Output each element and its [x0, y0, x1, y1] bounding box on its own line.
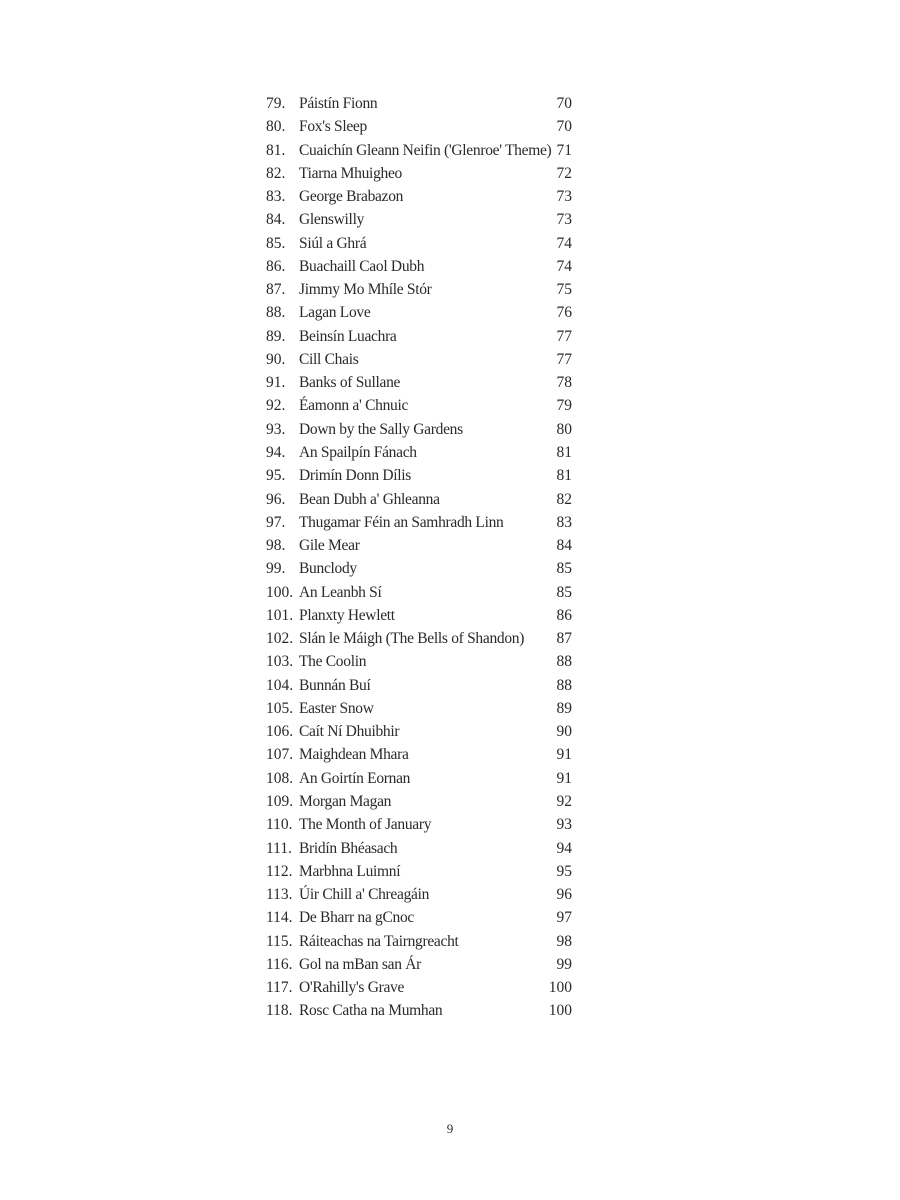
toc-entry-page: 73	[556, 188, 572, 206]
toc-entry-title: Páistín Fionn	[299, 95, 378, 112]
toc-entry-page: 88	[556, 653, 572, 671]
toc-entry-number: 102.	[266, 630, 294, 648]
toc-entry-number: 90.	[266, 350, 286, 368]
toc-entry-number: 108.	[266, 769, 294, 787]
toc-entry	[266, 325, 572, 348]
toc-entry-page: 80	[556, 420, 572, 438]
toc-entry	[266, 348, 572, 371]
toc-entry-page: 87	[556, 630, 572, 648]
toc-entry-number: 105.	[266, 699, 294, 717]
toc-entry-title: Ráiteachas na Tairngreacht	[299, 932, 459, 950]
toc-entry-number: 110.	[266, 816, 293, 834]
toc-entry-page: 92	[556, 792, 572, 810]
toc-entry-number: 83.	[266, 188, 286, 206]
toc-entry	[266, 301, 572, 324]
toc-entry-page: 84	[556, 537, 572, 555]
toc-entry-title: Bean Dubh a' Ghleanna	[299, 490, 440, 508]
toc-entry-number: 89.	[266, 327, 286, 345]
toc-entry-title: Fox's Sleep	[299, 118, 367, 136]
toc-entry	[266, 953, 572, 976]
toc-entry-title: Gile Mear	[299, 537, 360, 555]
toc-entry-number: 97.	[266, 513, 286, 531]
toc-entry-title: Cill Chais	[299, 350, 359, 368]
toc-entry-number: 95.	[266, 467, 286, 485]
toc-entry-page: 79	[556, 397, 572, 415]
toc-entry-page: 77	[556, 350, 572, 368]
toc-entry-title: Marbhna Luimní	[299, 862, 401, 880]
toc-entry-number: 113.	[266, 886, 293, 904]
toc-entry-title: Úir Chill a' Chreagáin	[299, 886, 430, 904]
toc-entry-page: 74	[556, 234, 572, 252]
toc-entry-page: 95	[556, 862, 572, 880]
toc-entry	[266, 92, 572, 115]
toc-entry	[266, 790, 572, 813]
toc-entry-number: 106.	[266, 723, 294, 741]
table-of-contents	[266, 92, 572, 1023]
toc-entry-title: Buachaill Caol Dubh	[299, 257, 425, 275]
toc-entry-title: Rosc Catha na Mumhan	[299, 1002, 443, 1020]
toc-entry-title: O'Rahilly's Grave	[299, 979, 405, 997]
toc-entry-number: 98.	[266, 537, 286, 555]
toc-entry-number: 91.	[266, 374, 286, 392]
toc-entry-number: 115.	[266, 932, 293, 950]
toc-entry-page: 96	[556, 886, 572, 904]
toc-entry-number: 99.	[266, 560, 286, 578]
toc-entry-page: 78	[556, 374, 572, 392]
toc-entry	[266, 232, 572, 255]
toc-entry-title: Jimmy Mo Mhíle Stór	[299, 281, 432, 299]
toc-entry	[266, 720, 572, 743]
toc-entry	[266, 511, 572, 534]
toc-entry	[266, 930, 572, 953]
toc-entry-title: An Spailpín Fánach	[299, 443, 417, 461]
toc-entry-title: Bunclody	[299, 560, 357, 578]
toc-entry-page: 82	[556, 490, 572, 508]
toc-entry	[266, 813, 572, 836]
toc-entry-number: 107.	[266, 746, 294, 764]
toc-entry-title: Morgan Magan	[299, 792, 392, 810]
toc-entry-page: 81	[556, 467, 572, 485]
toc-entry	[266, 255, 572, 278]
toc-entry-title: Planxty Hewlett	[299, 606, 395, 624]
toc-entry	[266, 697, 572, 720]
toc-entry	[266, 860, 572, 883]
toc-entry-title: Glenswilly	[299, 211, 365, 229]
toc-entry	[266, 743, 572, 766]
toc-entry	[266, 767, 572, 790]
toc-entry-page: 73	[556, 211, 572, 229]
toc-entry-page: 86	[556, 606, 572, 624]
toc-entry-page: 72	[556, 164, 572, 182]
toc-entry	[266, 557, 572, 580]
toc-entry-title: An Leanbh Sí	[299, 583, 382, 601]
toc-entry-number: 86.	[266, 257, 286, 275]
toc-entry-number: 117.	[266, 979, 293, 997]
toc-entry	[266, 650, 572, 673]
toc-entry	[266, 906, 572, 929]
toc-entry-title: Gol na mBan san Ár	[299, 955, 422, 973]
toc-entry-number: 118.	[266, 1002, 293, 1020]
toc-entry-number: 92.	[266, 397, 286, 415]
toc-entry-title: Easter Snow	[299, 699, 374, 717]
toc-entry-page: 94	[556, 839, 572, 857]
toc-entry-title: Tiarna Mhuigheo	[299, 164, 402, 182]
toc-entry-number: 112.	[266, 862, 293, 880]
toc-entry-title: An Goirtín Eornan	[299, 769, 411, 787]
toc-entry	[266, 581, 572, 604]
toc-entry-title: De Bharr na gCnoc	[299, 909, 414, 927]
toc-entry	[266, 976, 572, 999]
toc-entry-page: 81	[556, 443, 572, 461]
toc-entry-page: 88	[556, 676, 572, 694]
toc-entry-title: The Coolin	[299, 653, 367, 671]
toc-entry	[266, 371, 572, 394]
toc-entry-page: 99	[556, 955, 572, 973]
toc-entry-number: 101.	[266, 606, 294, 624]
toc-entry-title: Slán le Máigh (The Bells of Shandon)	[299, 630, 525, 648]
toc-entry-page: 90	[556, 723, 572, 741]
toc-entry-page: 71	[556, 141, 572, 159]
toc-entry	[266, 418, 572, 441]
toc-entry-number: 81.	[266, 141, 286, 159]
toc-entry	[266, 394, 572, 417]
toc-entry-number: 94.	[266, 443, 286, 461]
toc-entry-title: Down by the Sally Gardens	[299, 420, 463, 438]
toc-entry	[266, 464, 572, 487]
toc-entry-number: 87.	[266, 281, 286, 299]
toc-entry-title: Lagan Love	[299, 304, 371, 322]
toc-entry-page: 76	[556, 304, 572, 322]
toc-entry-page: 85	[556, 560, 572, 578]
toc-entry	[266, 115, 572, 138]
toc-entry-page: 97	[556, 909, 572, 927]
toc-entry-page: 75	[556, 281, 572, 299]
toc-entry-number: 104.	[266, 676, 294, 694]
toc-entry-page: 89	[556, 699, 572, 717]
toc-entry	[266, 488, 572, 511]
toc-entry-number: 82.	[266, 164, 286, 182]
toc-entry-page: 93	[556, 816, 572, 834]
toc-entry-number: 111.	[266, 839, 292, 857]
toc-entry-title: George Brabazon	[299, 188, 404, 206]
page-number: 9	[446, 1121, 454, 1136]
toc-entry-title: Cuaichín Gleann Neifin ('Glenroe' Theme)	[299, 141, 552, 159]
toc-entry	[266, 837, 572, 860]
toc-entry	[266, 208, 572, 231]
toc-entry-number: 88.	[266, 304, 286, 322]
toc-entry-number: 116.	[266, 955, 293, 973]
toc-entry-page: 74	[556, 257, 572, 275]
toc-entry-title: Maighdean Mhara	[299, 746, 409, 764]
toc-entry-page: 100	[548, 1002, 572, 1020]
toc-entry-title: The Month of January	[299, 816, 432, 834]
toc-entry	[266, 674, 572, 697]
toc-entry-number: 96.	[266, 490, 286, 508]
toc-entry-number: 114.	[266, 909, 293, 927]
toc-entry-page: 83	[556, 513, 572, 531]
toc-entry-title: Éamonn a' Chnuic	[299, 397, 409, 415]
toc-entry-number: 84.	[266, 211, 286, 229]
toc-entry-page: 85	[556, 583, 572, 601]
toc-entry-title: Banks of Sullane	[299, 374, 401, 392]
toc-entry-page: 98	[556, 932, 572, 950]
toc-entry-title: Bridín Bhéasach	[299, 839, 398, 857]
toc-entry	[266, 185, 572, 208]
toc-entry-title: Siúl a Ghrá	[299, 234, 367, 252]
toc-entry-title: Drimín Donn Dílis	[299, 467, 412, 485]
toc-entry	[266, 139, 572, 162]
toc-entry	[266, 534, 572, 557]
toc-entry-page: 70	[556, 95, 572, 112]
toc-entry-title: Bunnán Buí	[299, 676, 371, 694]
toc-entry-number: 100.	[266, 583, 294, 601]
toc-entry-number: 93.	[266, 420, 286, 438]
toc-entry	[266, 441, 572, 464]
toc-entry-page: 77	[556, 327, 572, 345]
toc-entry	[266, 627, 572, 650]
toc-entry	[266, 278, 572, 301]
toc-entry-title: Thugamar Féin an Samhradh Linn	[299, 513, 504, 531]
toc-entry-page: 70	[556, 118, 572, 136]
toc-entry-number: 79.	[266, 95, 286, 112]
toc-entry-number: 80.	[266, 118, 286, 136]
toc-entry-page: 100	[548, 979, 572, 997]
toc-entry-page: 91	[556, 746, 572, 764]
toc-entry-number: 103.	[266, 653, 294, 671]
toc-entry-title: Beinsín Luachra	[299, 327, 397, 345]
toc-entry-number: 85.	[266, 234, 286, 252]
toc-entry-page: 91	[556, 769, 572, 787]
toc-entry	[266, 604, 572, 627]
toc-entry	[266, 162, 572, 185]
toc-entry	[266, 883, 572, 906]
toc-entry-number: 109.	[266, 792, 294, 810]
toc-entry	[266, 999, 572, 1022]
toc-entry-title: Caít Ní Dhuibhir	[299, 723, 400, 741]
